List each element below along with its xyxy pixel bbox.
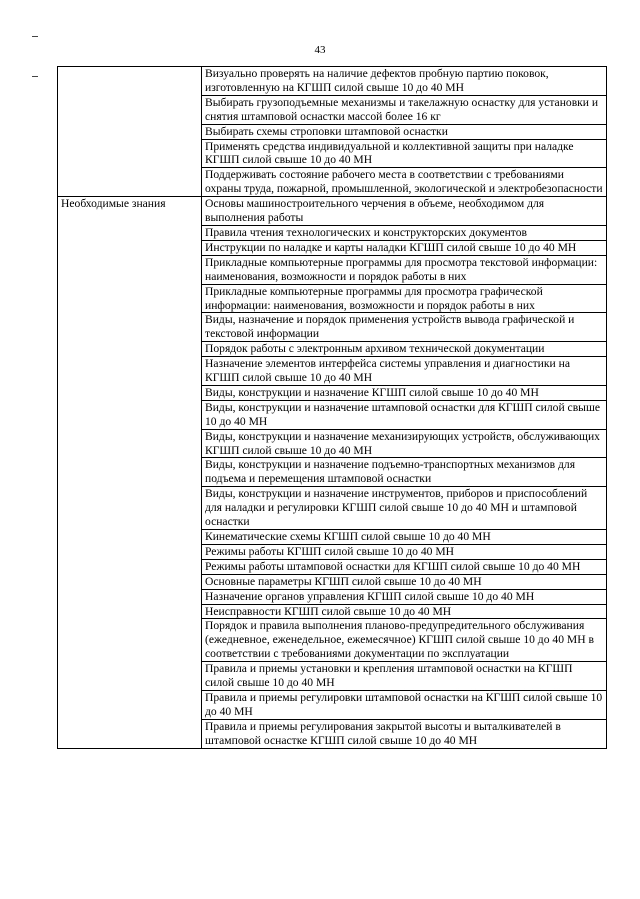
row-label-cell xyxy=(58,67,202,96)
row-label-cell xyxy=(58,574,202,589)
margin-mark xyxy=(32,76,38,77)
table-row xyxy=(58,530,607,545)
row-text-cell: Правила и приемы установки и крепления штамповой оснастки на КГШП силой свыше 10 до 40 МН xyxy=(202,662,607,691)
row-label-cell xyxy=(58,385,202,400)
row-label-cell xyxy=(58,255,202,284)
row-label-cell xyxy=(58,589,202,604)
row-label-cell xyxy=(58,124,202,139)
table-row xyxy=(58,342,607,357)
row-label-cell xyxy=(58,429,202,458)
table-row xyxy=(58,719,607,748)
row-text-cell: Виды, конструкции и назначение КГШП силой свыше 10 до 40 МН xyxy=(202,385,607,400)
row-text-cell: Поддерживать состояние рабочего места в соответствии с требованиями охраны труда, пожарной, промышленной, экологической и электробезопасности xyxy=(202,168,607,197)
row-text-cell: Назначение органов управления КГШП силой свыше 10 до 40 МН xyxy=(202,589,607,604)
row-text-cell: Виды, конструкции и назначение подъемно-транспортных механизмов для подъема и перемещения штамповой оснастки xyxy=(202,458,607,487)
table-row xyxy=(58,604,607,619)
table-row xyxy=(58,662,607,691)
row-text-cell: Порядок работы с электронным архивом технической документации xyxy=(202,342,607,357)
table-row xyxy=(58,619,607,662)
row-text-cell: Назначение элементов интерфейса системы управления и диагностики на КГШП силой свыше 10 до 40 МН xyxy=(202,357,607,386)
row-text-cell: Режимы работы штамповой оснастки для КГШП силой свыше 10 до 40 МН xyxy=(202,559,607,574)
row-label-cell xyxy=(58,357,202,386)
requirements-table xyxy=(57,66,607,749)
row-text-cell: Виды, назначение и порядок применения устройств вывода графической и текстовой информации xyxy=(202,313,607,342)
row-text-cell: Виды, конструкции и назначение инструментов, приборов и приспособлений для наладки и регулировки КГШП силой свыше 10 до 40 МН и штамповой оснастки xyxy=(202,487,607,530)
row-label-cell xyxy=(58,240,202,255)
row-text-cell: Применять средства индивидуальной и коллективной защиты при наладке КГШП силой свыше 10 до 40 МН xyxy=(202,139,607,168)
row-text-cell: Основы машиностроительного черчения в объеме, необходимом для выполнения работы xyxy=(202,197,607,226)
table-row xyxy=(58,240,607,255)
row-label-cell xyxy=(58,225,202,240)
table-row xyxy=(58,67,607,96)
table-row xyxy=(58,458,607,487)
table-body xyxy=(58,67,607,749)
row-label-cell xyxy=(58,95,202,124)
row-label-cell xyxy=(58,313,202,342)
row-text-cell: Виды, конструкции и назначение штамповой оснастки для КГШП силой свыше 10 до 40 МН xyxy=(202,400,607,429)
row-text-cell: Визуально проверять на наличие дефектов пробную партию поковок, изготовленную на КГШП силой свыше 10 до 40 МН xyxy=(202,67,607,96)
table-row xyxy=(58,487,607,530)
row-label-cell xyxy=(58,619,202,662)
row-label-cell xyxy=(58,487,202,530)
table-row xyxy=(58,574,607,589)
row-label-cell xyxy=(58,530,202,545)
table-row xyxy=(58,225,607,240)
row-label-cell xyxy=(58,168,202,197)
row-label-cell xyxy=(58,559,202,574)
row-text-cell: Неисправности КГШП силой свыше 10 до 40 МН xyxy=(202,604,607,619)
table-row xyxy=(58,124,607,139)
table-row xyxy=(58,255,607,284)
table-row xyxy=(58,313,607,342)
row-text-cell: Правила и приемы регулирования закрытой высоты и выталкивателей в штамповой оснастке КГШП силой свыше 10 до 40 МН xyxy=(202,719,607,748)
row-text-cell: Прикладные компьютерные программы для просмотра графической информации: наименования, возможности и порядок работы в них xyxy=(202,284,607,313)
row-label-cell xyxy=(58,342,202,357)
row-text-cell: Инструкции по наладке и карты наладки КГШП силой свыше 10 до 40 МН xyxy=(202,240,607,255)
row-text-cell: Правила чтения технологических и конструкторских документов xyxy=(202,225,607,240)
page-number: 43 xyxy=(314,44,326,56)
row-label-cell: Необходимые знания xyxy=(58,197,202,226)
table-row xyxy=(58,168,607,197)
margin-mark xyxy=(32,36,38,37)
table-row xyxy=(58,139,607,168)
row-text-cell: Режимы работы КГШП силой свыше 10 до 40 МН xyxy=(202,544,607,559)
table-row xyxy=(58,385,607,400)
row-text-cell: Порядок и правила выполнения планово-предупредительного обслуживания (ежедневное, еженедельное, ежемесячное) КГШП силой свыше 10 до 40 МН в соответствии с требованиями документации по эксплуатации xyxy=(202,619,607,662)
row-text-cell: Кинематические схемы КГШП силой свыше 10 до 40 МН xyxy=(202,530,607,545)
row-text-cell: Правила и приемы регулировки штамповой оснастки на КГШП силой свыше 10 до 40 МН xyxy=(202,690,607,719)
row-text-cell: Выбирать схемы строповки штамповой оснастки xyxy=(202,124,607,139)
row-label-cell xyxy=(58,662,202,691)
table-row xyxy=(58,284,607,313)
row-text-cell: Основные параметры КГШП силой свыше 10 до 40 МН xyxy=(202,574,607,589)
row-label-cell xyxy=(58,139,202,168)
row-text-cell: Прикладные компьютерные программы для просмотра текстовой информации: наименования, возможности и порядок работы в них xyxy=(202,255,607,284)
row-label-cell xyxy=(58,690,202,719)
table-row xyxy=(58,690,607,719)
table-row xyxy=(58,197,607,226)
row-text-cell: Виды, конструкции и назначение механизирующих устройств, обслуживающих КГШП силой свыше 10 до 40 МН xyxy=(202,429,607,458)
row-label-cell xyxy=(58,458,202,487)
row-label-cell xyxy=(58,604,202,619)
table-row xyxy=(58,544,607,559)
row-label-cell xyxy=(58,544,202,559)
row-text-cell: Выбирать грузоподъемные механизмы и такелажную оснастку для установки и снятия штамповой оснастки массой более 16 кг xyxy=(202,95,607,124)
row-label-cell xyxy=(58,719,202,748)
table-row xyxy=(58,95,607,124)
row-label-cell xyxy=(58,284,202,313)
table-row xyxy=(58,400,607,429)
row-label-cell xyxy=(58,400,202,429)
table-row xyxy=(58,559,607,574)
table-row xyxy=(58,589,607,604)
table-row xyxy=(58,357,607,386)
table-row xyxy=(58,429,607,458)
